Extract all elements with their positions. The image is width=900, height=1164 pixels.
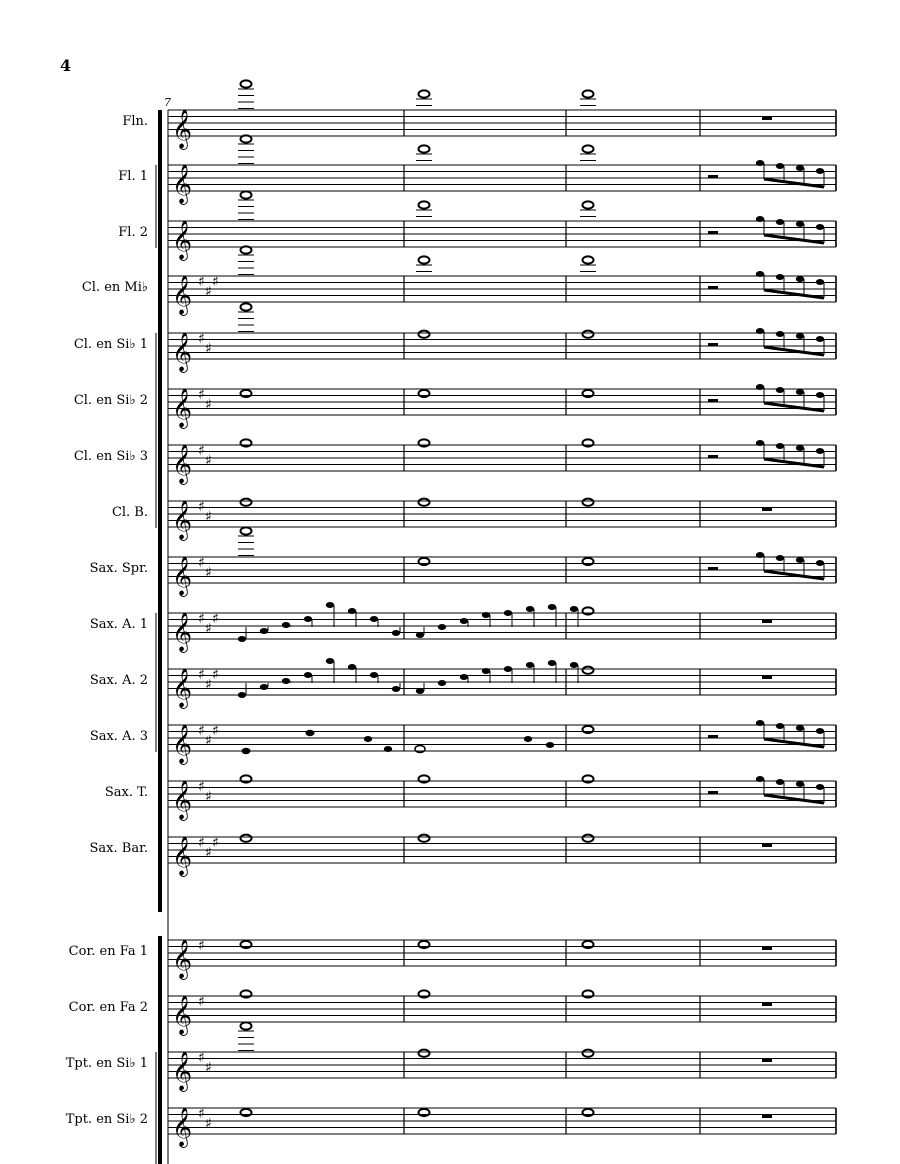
- treble-clef-icon: 𝄞: [172, 836, 193, 876]
- whole-note: [241, 835, 252, 842]
- eighth-note: [416, 688, 424, 694]
- eighth-note: [776, 779, 784, 785]
- instrument-label: Tpt. en Si♭ 2: [65, 1112, 148, 1127]
- sharp-icon: ♯: [205, 620, 212, 637]
- sharp-icon: ♯: [205, 564, 212, 581]
- whole-note: [241, 191, 252, 198]
- eighth-note: [326, 658, 334, 664]
- eighth-note: [524, 736, 532, 742]
- eighth-note: [816, 336, 824, 342]
- treble-clef-icon: 𝄞: [172, 275, 193, 315]
- whole-note: [419, 499, 430, 506]
- beam: [764, 290, 824, 298]
- sharp-icon: ♯: [198, 835, 205, 851]
- eighth-note: [546, 742, 554, 748]
- whole-note: [241, 499, 252, 506]
- whole-note: [419, 201, 430, 208]
- treble-clef-icon: 𝄞: [172, 780, 193, 820]
- eighth-note: [816, 392, 824, 398]
- whole-rest: [762, 1003, 772, 1007]
- eighth-note: [756, 271, 764, 277]
- eighth-note: [384, 746, 392, 752]
- instrument-label: Sax. Spr.: [89, 561, 148, 576]
- sharp-icon: ♯: [205, 396, 212, 413]
- eighth-note: [504, 666, 512, 672]
- whole-note: [583, 1109, 594, 1116]
- sharp-icon: ♯: [198, 443, 205, 459]
- half-rest: [708, 175, 718, 179]
- sharp-icon: ♯: [198, 723, 205, 739]
- sharp-icon: ♯: [212, 274, 219, 290]
- sharp-icon: ♯: [198, 1106, 205, 1122]
- sharp-icon: ♯: [212, 723, 219, 739]
- whole-note: [583, 941, 594, 948]
- eighth-note: [776, 274, 784, 280]
- whole-rest: [762, 1115, 772, 1119]
- whole-note: [583, 390, 594, 397]
- eighth-note: [756, 720, 764, 726]
- sharp-icon: ♯: [205, 676, 212, 693]
- eighth-note: [238, 692, 246, 698]
- whole-rest: [762, 844, 772, 848]
- whole-note: [583, 1050, 594, 1057]
- eighth-note: [570, 662, 578, 668]
- half-rest: [708, 735, 718, 739]
- whole-rest: [762, 117, 772, 121]
- whole-note: [419, 1050, 430, 1057]
- sharp-icon: ♯: [198, 611, 205, 627]
- eighth-note: [260, 628, 268, 634]
- treble-clef-icon: 𝄞: [172, 164, 193, 204]
- whole-note: [583, 499, 594, 506]
- whole-note: [241, 1109, 252, 1116]
- eighth-note: [416, 632, 424, 638]
- eighth-note: [370, 616, 378, 622]
- half-rest: [708, 455, 718, 459]
- sharp-icon: ♯: [198, 387, 205, 403]
- quarter-note: [306, 730, 315, 736]
- eighth-note: [796, 389, 804, 395]
- eighth-note: [816, 279, 824, 285]
- treble-clef-icon: 𝄞: [172, 1051, 193, 1091]
- measure-number: 7: [164, 96, 171, 109]
- eighth-note: [326, 602, 334, 608]
- sharp-icon: ♯: [205, 340, 212, 357]
- eighth-note: [392, 630, 400, 636]
- whole-rest: [762, 508, 772, 512]
- eighth-note: [756, 216, 764, 222]
- whole-note: [241, 1022, 252, 1029]
- eighth-note: [796, 165, 804, 171]
- eighth-note: [776, 443, 784, 449]
- treble-clef-icon: 𝄞: [172, 500, 193, 540]
- whole-rest: [762, 676, 772, 680]
- eighth-note: [570, 606, 578, 612]
- whole-note: [241, 390, 252, 397]
- sharp-icon: ♯: [205, 844, 212, 861]
- whole-note: [419, 990, 430, 997]
- eighth-note: [756, 328, 764, 334]
- whole-note: [241, 439, 252, 446]
- eighth-note: [238, 636, 246, 642]
- whole-note: [419, 331, 430, 338]
- beam: [764, 739, 824, 747]
- eighth-note: [776, 331, 784, 337]
- eighth-note: [796, 445, 804, 451]
- whole-note: [583, 558, 594, 565]
- quarter-note: [242, 748, 251, 754]
- eighth-note: [776, 219, 784, 225]
- instrument-label: Fl. 2: [118, 225, 148, 240]
- eighth-note: [260, 684, 268, 690]
- treble-clef-icon: 𝄞: [172, 220, 193, 260]
- beam: [764, 571, 824, 579]
- beam: [764, 235, 824, 243]
- whole-rest: [762, 947, 772, 951]
- sharp-icon: ♯: [212, 835, 219, 851]
- eighth-note: [348, 664, 356, 670]
- sharp-icon: ♯: [198, 667, 205, 683]
- whole-note: [583, 439, 594, 446]
- whole-note: [419, 835, 430, 842]
- eighth-note: [460, 674, 468, 680]
- eighth-note: [816, 560, 824, 566]
- eighth-note: [796, 333, 804, 339]
- treble-clef-icon: 𝄞: [172, 612, 193, 652]
- eighth-note: [482, 612, 490, 618]
- whole-note: [241, 990, 252, 997]
- treble-clef-icon: 𝄞: [172, 724, 193, 764]
- sharp-icon: ♯: [198, 555, 205, 571]
- eighth-note: [526, 662, 534, 668]
- whole-rest: [762, 1059, 772, 1063]
- treble-clef-icon: 𝄞: [172, 332, 193, 372]
- instrument-label: Sax. A. 3: [89, 729, 148, 744]
- instrument-label: Cl. B.: [111, 505, 148, 520]
- beam: [764, 795, 824, 803]
- eighth-note: [756, 160, 764, 166]
- beam: [764, 403, 824, 411]
- eighth-note: [816, 728, 824, 734]
- eighth-note: [796, 276, 804, 282]
- instrument-label: Cor. en Fa 1: [68, 944, 148, 959]
- sharp-icon: ♯: [205, 788, 212, 805]
- sharp-icon: ♯: [205, 283, 212, 300]
- eighth-note: [526, 606, 534, 612]
- whole-note: [241, 527, 252, 534]
- eighth-note: [776, 387, 784, 393]
- whole-note: [419, 256, 430, 263]
- treble-clef-icon: 𝄞: [172, 444, 193, 484]
- whole-note: [583, 90, 594, 97]
- eighth-note: [816, 224, 824, 230]
- sharp-icon: ♯: [198, 331, 205, 347]
- sharp-icon: ♯: [198, 274, 205, 290]
- instrument-label: Cor. en Fa 2: [68, 1000, 148, 1015]
- half-rest: [708, 567, 718, 571]
- whole-note: [419, 439, 430, 446]
- whole-note: [241, 80, 252, 87]
- half-rest: [708, 399, 718, 403]
- eighth-note: [816, 168, 824, 174]
- sharp-icon: ♯: [205, 1059, 212, 1076]
- whole-note: [583, 775, 594, 782]
- eighth-note: [776, 723, 784, 729]
- page-number: 4: [60, 56, 72, 75]
- eighth-note: [816, 784, 824, 790]
- eighth-note: [504, 610, 512, 616]
- sharp-icon: ♯: [198, 499, 205, 515]
- treble-clef-icon: 𝄞: [172, 109, 193, 149]
- eighth-note: [370, 672, 378, 678]
- eighth-note: [304, 616, 312, 622]
- whole-note: [583, 835, 594, 842]
- whole-note: [583, 331, 594, 338]
- beam: [764, 179, 824, 187]
- eighth-note: [796, 221, 804, 227]
- instrument-label: Sax. T.: [104, 785, 148, 800]
- beam: [764, 459, 824, 467]
- sharp-icon: ♯: [198, 779, 205, 795]
- sharp-icon: ♯: [198, 994, 205, 1010]
- sharp-icon: ♯: [205, 1115, 212, 1132]
- half-rest: [708, 231, 718, 235]
- whole-note: [419, 1109, 430, 1116]
- whole-note: [583, 256, 594, 263]
- sharp-icon: ♯: [198, 938, 205, 954]
- eighth-note: [364, 736, 372, 742]
- treble-clef-icon: 𝄞: [172, 1107, 193, 1147]
- whole-note: [241, 941, 252, 948]
- treble-clef-icon: 𝄞: [172, 556, 193, 596]
- eighth-note: [756, 776, 764, 782]
- sharp-icon: ♯: [205, 732, 212, 749]
- eighth-note: [548, 604, 556, 610]
- eighth-note: [756, 440, 764, 446]
- instrument-label: Sax. Bar.: [89, 841, 148, 856]
- eighth-note: [776, 555, 784, 561]
- eighth-note: [756, 552, 764, 558]
- treble-clef-icon: 𝄞: [172, 388, 193, 428]
- eighth-note: [460, 618, 468, 624]
- half-rest: [708, 343, 718, 347]
- eighth-note: [796, 781, 804, 787]
- whole-note: [419, 390, 430, 397]
- eighth-note: [482, 668, 490, 674]
- eighth-note: [282, 678, 290, 684]
- half-rest: [708, 791, 718, 795]
- whole-note: [419, 145, 430, 152]
- whole-note: [419, 941, 430, 948]
- whole-note: [419, 90, 430, 97]
- eighth-note: [348, 608, 356, 614]
- instrument-label: Cl. en Si♭ 1: [73, 337, 148, 352]
- whole-note: [419, 775, 430, 782]
- sharp-icon: ♯: [212, 611, 219, 627]
- instrument-label: Tpt. en Si♭ 1: [65, 1056, 148, 1071]
- eighth-note: [438, 624, 446, 630]
- instrument-label: Sax. A. 1: [89, 617, 148, 632]
- eighth-note: [438, 680, 446, 686]
- instrument-label: Cl. en Mi♭: [81, 280, 148, 295]
- eighth-note: [756, 384, 764, 390]
- whole-note: [583, 990, 594, 997]
- eighth-note: [304, 672, 312, 678]
- beam: [764, 347, 824, 355]
- eighth-note: [796, 725, 804, 731]
- treble-clef-icon: 𝄞: [172, 939, 193, 979]
- treble-clef-icon: 𝄞: [172, 995, 193, 1035]
- instrument-label: Fln.: [122, 114, 148, 129]
- whole-note: [241, 303, 252, 310]
- sharp-icon: ♯: [198, 1050, 205, 1066]
- eighth-note: [776, 163, 784, 169]
- whole-rest: [762, 620, 772, 624]
- instrument-label: Fl. 1: [118, 169, 148, 184]
- whole-note: [583, 201, 594, 208]
- sharp-icon: ♯: [205, 452, 212, 469]
- instrument-label: Sax. A. 2: [89, 673, 148, 688]
- eighth-note: [392, 686, 400, 692]
- whole-note: [583, 667, 594, 674]
- eighth-note: [816, 448, 824, 454]
- sharp-icon: ♯: [212, 667, 219, 683]
- whole-note: [419, 558, 430, 565]
- instrument-label: Cl. en Si♭ 2: [73, 393, 148, 408]
- eighth-note: [282, 622, 290, 628]
- whole-note: [241, 775, 252, 782]
- half-rest: [708, 286, 718, 290]
- whole-note: [583, 607, 594, 614]
- eighth-note: [796, 557, 804, 563]
- sharp-icon: ♯: [205, 508, 212, 525]
- whole-note: [583, 145, 594, 152]
- instrument-label: Cl. en Si♭ 3: [73, 449, 148, 464]
- treble-clef-icon: 𝄞: [172, 668, 193, 708]
- whole-note: [583, 726, 594, 733]
- eighth-note: [548, 660, 556, 666]
